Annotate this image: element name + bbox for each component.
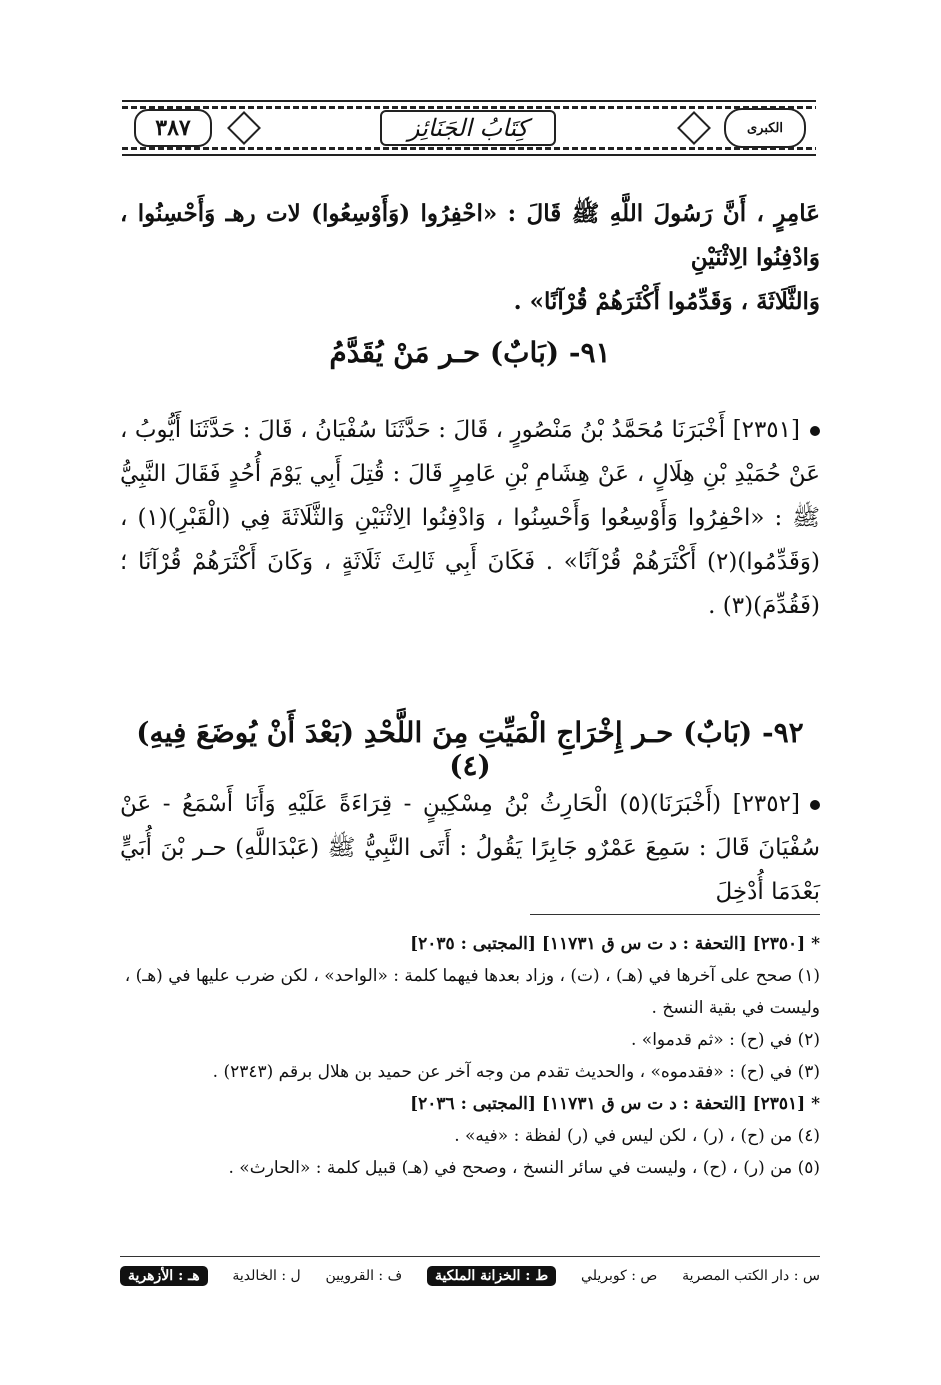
footnote: (٤) من (ح) ، (ر) ، لكن ليس في (ر) لفظة : «فيه» . — [454, 1126, 820, 1146]
bullet-icon — [810, 800, 820, 810]
footer-separator — [120, 1256, 820, 1257]
footnotes — [120, 928, 820, 1184]
hadith-2351 — [120, 408, 820, 628]
footnote-reference: * [٢٣٥١] [التحفة : د ت س ق ١١٧٣١] [المجتبى : ٢٠٣٦] — [410, 1094, 820, 1114]
page-header — [122, 100, 816, 156]
siglum-f: ف : القرويين — [325, 1268, 403, 1284]
siglum-s2: ص : كوبريلي — [581, 1268, 658, 1284]
hadith-text: [٢٣٥١] أَخْبَرَنَا مُحَمَّدُ بْنُ مَنْصُورٍ ، قَالَ : حَدَّثَنَا سُفْيَانُ ، قَالَ : حَدَّثَنَا أَيُّوبُ ، عَنْ حُمَيْدِ بْنِ هِلَالٍ ، عَنْ هِشَامِ بْنِ عَامِرٍ قَالَ : قُتِلَ أَبِي يَوْمَ أُحُدٍ فَقَالَ النَّبِيُّ ﷺ : «احْفِرُوا وَأَوْسِعُوا وَأَحْسِنُوا ، وَادْفِنُوا الِاثْنَيْنِ وَالثَّلَاثَةَ فِي (الْقَبْرِ)(١) ، (وَقَدِّمُوا)(٢) أَكْثَرَهُمْ قُرْآنًا» . فَكَانَ أَبِي ثَالِثَ ثَلَاثَةٍ ، وَكَانَ أَكْثَرَهُمْ قُرْآنًا ؛ (فَقُدِّمَ)(٣) . — [120, 417, 820, 619]
chapter-heading-91: ٩١- (بَابٌ) حـر مَنْ يُقَدَّمُ — [329, 336, 611, 369]
ornament-knot-icon — [227, 111, 261, 145]
book-title: كِتَابُ الجَنَائِز — [380, 110, 556, 146]
page-number: ٣٨٧ — [134, 109, 212, 147]
hadith-2352 — [120, 782, 820, 914]
footnote-reference: * [٢٣٥٠] [التحفة : د ت س ق ١١٧٣١] [المجتبى : ٢٠٣٥] — [410, 934, 820, 954]
ornament-knot-icon — [677, 111, 711, 145]
bullet-icon — [810, 426, 820, 436]
text-line: عَامِرٍ ، أَنَّ رَسُولَ اللَّهِ ﷺ قَالَ : «احْفِرُوا (وَأَوْسِعُوا) لات رهـ وَأَحْسِنُوا ، وَادْفِنُوا الِاثْنَيْنِ — [120, 200, 820, 271]
siglum-h: هـ : الأزهرية — [120, 1266, 208, 1286]
text-line: وَالثَّلَاثَةَ ، وَقَدِّمُوا أَكْثَرَهُمْ قُرْآنًا» . — [513, 288, 820, 315]
manuscript-sigla — [120, 1266, 820, 1286]
siglum-t: ط : الخزانة الملكية — [427, 1266, 556, 1286]
footnote-separator — [530, 914, 820, 915]
chapter-heading-92: ٩٢- (بَابٌ) حـر إِخْرَاجِ الْمَيِّتِ مِنَ اللَّحْدِ (بَعْدَ أَنْ يُوضَعَ فِيهِ)(٤) — [136, 716, 804, 782]
logo-text: الكبرى — [746, 120, 784, 136]
siglum-s: س : دار الكتب المصرية — [682, 1268, 820, 1284]
hadith-text: [٢٣٥٢] (أَخْبَرَنَا)(٥) الْحَارِثُ بْنُ مِسْكِينٍ - قِرَاءَةً عَلَيْهِ وَأَنَا أَسْمَعُ - عَنْ سُفْيَانَ قَالَ : سَمِعَ عَمْرٌو جَابِرًا يَقُولُ : أَتَى النَّبِيُّ ﷺ (عَبْدَاللَّهِ) حـر بْنَ أُبَيٍّ بَعْدَمَا أُدْخِلَ — [120, 791, 820, 905]
header-ornament-top — [122, 106, 816, 109]
header-ornament-bottom — [122, 147, 816, 150]
paragraph-continuation — [120, 192, 820, 324]
siglum-l: ل : الخالدية — [232, 1268, 301, 1284]
footnote: (١) صحح على آخرها في (هـ) ، (ت) ، وزاد بعدها فيهما كلمة : «الواحد» ، لكن ضرب عليها في (هـ) ، وليست في بقية النسخ . — [124, 966, 820, 1018]
publisher-logo — [724, 108, 806, 148]
footnote: (٢) في (ح) : «ثم قدموا» . — [630, 1030, 820, 1050]
footnote: (٥) من (ر) ، (ح) ، وليست في سائر النسخ ، وصحح في (هـ) قبيل كلمة : «الحارث» . — [228, 1158, 820, 1178]
footnote: (٣) في (ح) : «فقدموه» ، والحديث تقدم من وجه آخر عن حميد بن هلال برقم (٢٣٤٣) . — [212, 1062, 820, 1082]
